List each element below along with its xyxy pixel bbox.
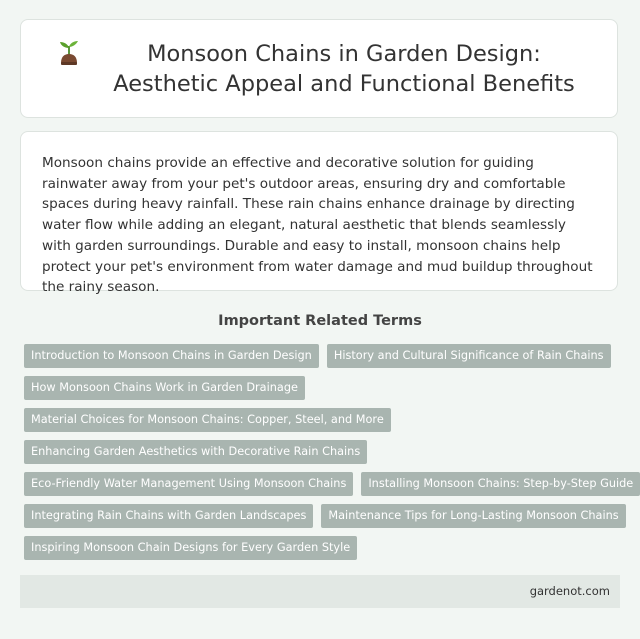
term-tag[interactable]: Integrating Rain Chains with Garden Landscapes bbox=[24, 504, 313, 528]
terms-heading: Important Related Terms bbox=[218, 313, 422, 329]
tag-row bbox=[24, 440, 624, 464]
tag-row bbox=[24, 472, 634, 496]
tag-row bbox=[24, 344, 624, 368]
sprout-icon bbox=[54, 39, 84, 69]
header-card bbox=[20, 19, 618, 118]
header-inner bbox=[54, 39, 584, 99]
tag-row bbox=[24, 376, 624, 400]
term-tag[interactable]: Inspiring Monsoon Chain Designs for Every Garden Style bbox=[24, 536, 357, 560]
footer bbox=[20, 575, 620, 608]
term-tag[interactable]: Enhancing Garden Aesthetics with Decorative Rain Chains bbox=[24, 440, 367, 464]
description-card bbox=[20, 131, 618, 296]
footer-site-link[interactable]: gardenot.com bbox=[529, 584, 610, 598]
tag-row bbox=[24, 504, 624, 528]
term-tag[interactable]: How Monsoon Chains Work in Garden Drainage bbox=[24, 376, 305, 400]
term-tag[interactable]: Maintenance Tips for Long-Lasting Monsoon Chains bbox=[321, 504, 625, 528]
tag-row bbox=[24, 536, 624, 560]
term-tag[interactable]: Material Choices for Monsoon Chains: Copper, Steel, and More bbox=[24, 408, 391, 432]
page-title: Monsoon Chains in Garden Design: Aesthetic Appeal and Functional Benefits bbox=[113, 40, 575, 97]
description-text: Monsoon chains provide an effective and decorative solution for guiding rainwater away from your pet's outdoor areas, ensuring dry and comfortable spaces during heavy rainfall. These rain chains enhance drainage by directing water flow while adding an elegant, natural aesthetic that blends seamlessly with garden surroundings. Durable and easy to install, monsoon chains help protect your pet's environment from water damage and mud buildup throughout the rainy season. bbox=[42, 155, 593, 296]
term-tag[interactable]: Eco-Friendly Water Management Using Monsoon Chains bbox=[24, 472, 353, 496]
term-tag[interactable]: Installing Monsoon Chains: Step-by-Step Guide bbox=[361, 472, 640, 496]
term-tag[interactable]: Introduction to Monsoon Chains in Garden Design bbox=[24, 344, 319, 368]
tag-row bbox=[24, 408, 624, 432]
related-terms bbox=[24, 344, 634, 568]
term-tag[interactable]: History and Cultural Significance of Rain Chains bbox=[327, 344, 611, 368]
